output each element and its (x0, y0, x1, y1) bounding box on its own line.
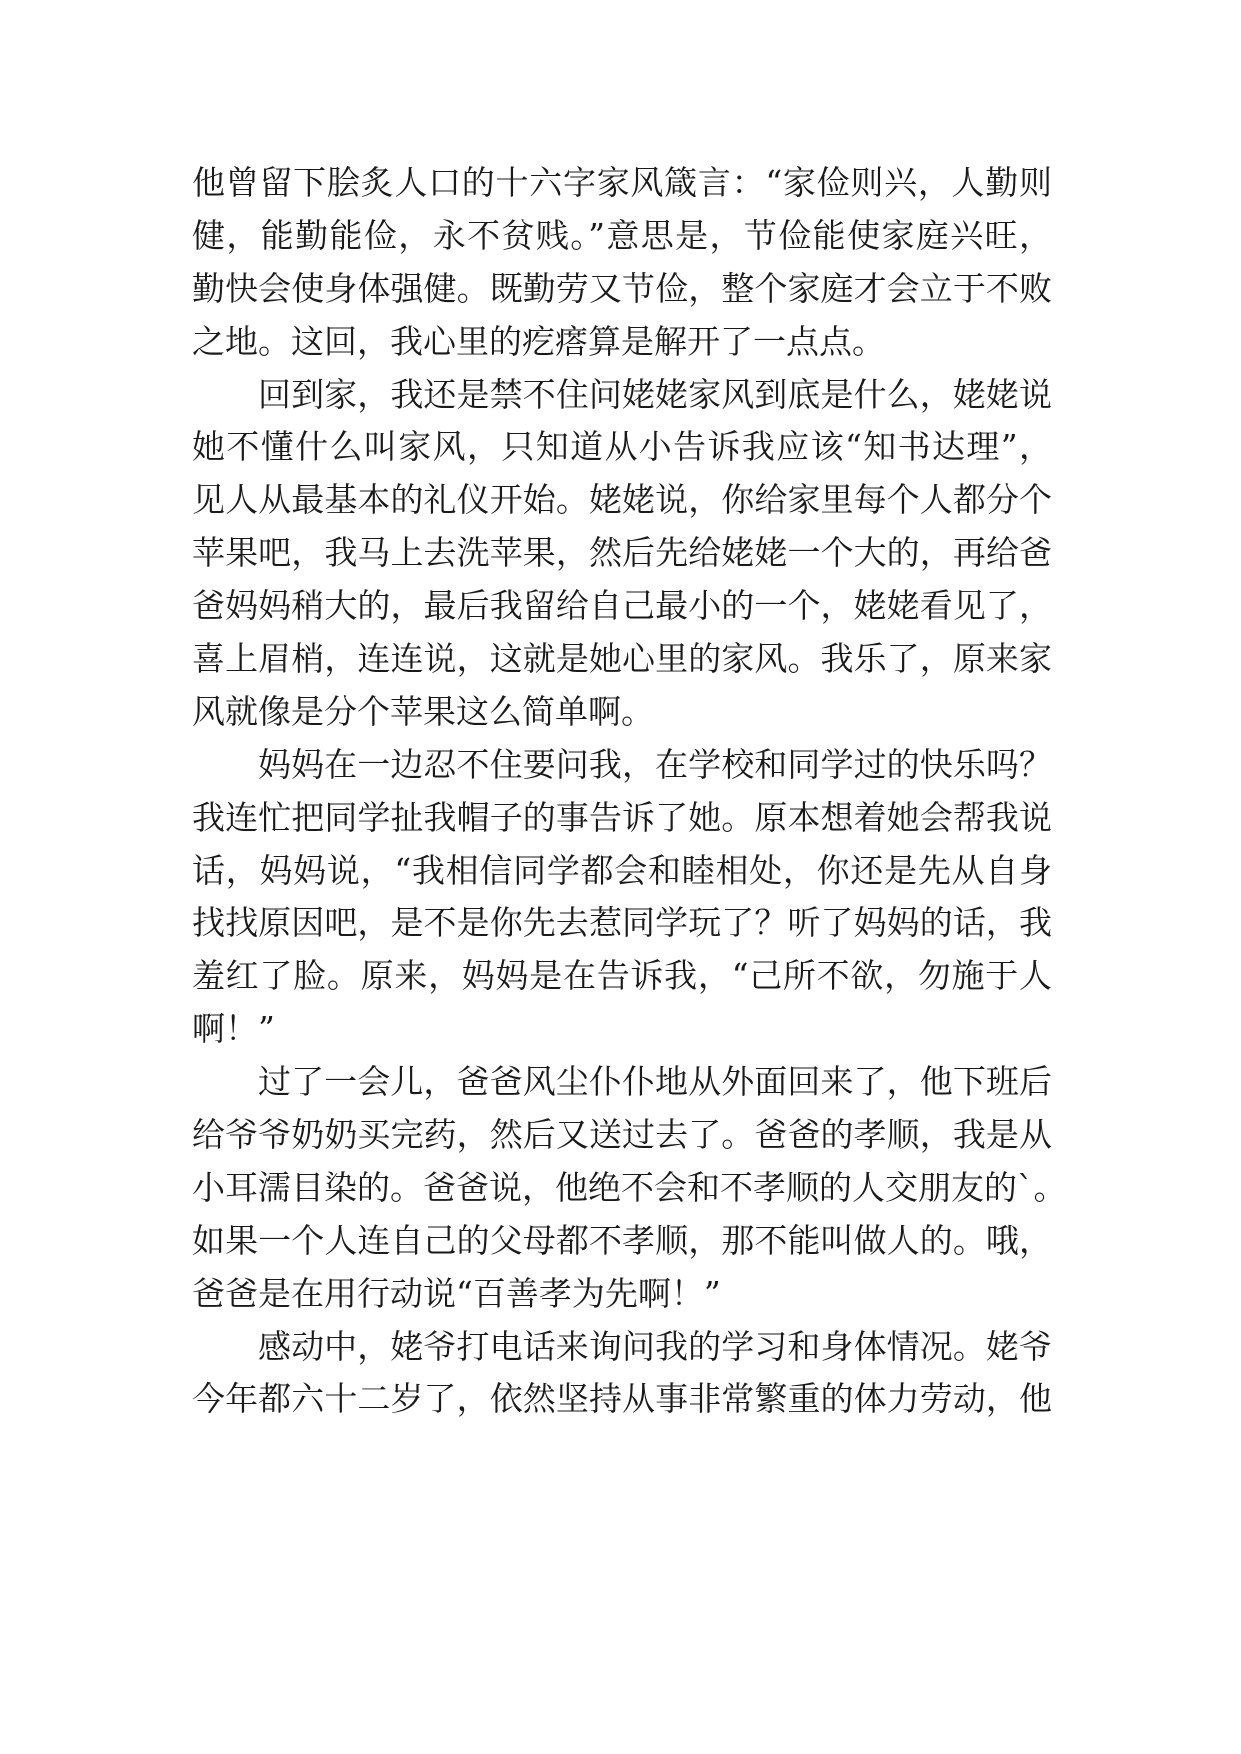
paragraph-first-line: 过了一会儿，爸爸风尘仆仆地从外面回来了，他下班后 (258, 1062, 1052, 1102)
text-line: 他曾留下脍炙人口的十六字家风箴言：“家俭则兴，人勤则 (192, 163, 1052, 202)
text-line: 话，妈妈说，“我相信同学都会和睦相处，你还是先从自身 (192, 850, 1052, 890)
text-line: 爸爸是在用行动说“百善孝为先啊！” (192, 1273, 721, 1313)
paragraph-first-line: 妈妈在一边忍不住要问我，在学校和同学过的快乐吗？ (258, 744, 1052, 784)
text-line: 之地。这回，我心里的疙瘩算是解开了一点点。 (192, 321, 885, 361)
text-line: 啊！” (192, 1009, 275, 1049)
text-line: 找找原因吧，是不是你先去惹同学玩了？听了妈妈的话，我 (192, 903, 1052, 943)
text-line: 小耳濡目染的。爸爸说，他绝不会和不孝顺的人交朋友的`。 (192, 1167, 1067, 1207)
text-line: 见人从最基本的礼仪开始。姥姥说，你给家里每个人都分个 (192, 480, 1052, 520)
text-line: 如果一个人连自己的父母都不孝顺，那不能叫做人的。哦， (192, 1220, 1052, 1260)
text-line: 我连忙把同学扯我帽子的事告诉了她。原本想着她会帮我说 (192, 797, 1052, 837)
text-line: 爸妈妈稍大的，最后我留给自己最小的一个，姥姥看见了， (192, 586, 1052, 626)
text-line: 健，能勤能俭，永不贫贱。”意思是，节俭能使家庭兴旺， (192, 215, 1052, 255)
paragraph-first-line: 感动中，姥爷打电话来询问我的学习和身体情况。姥爷 (258, 1326, 1052, 1366)
body-text (192, 157, 1067, 1426)
text-line: 苹果吧，我马上去洗苹果，然后先给姥姥一个大的，再给爸 (192, 533, 1052, 573)
text-line: 给爷爷奶奶买完药，然后又送过去了。爸爸的孝顺，我是从 (192, 1115, 1052, 1155)
text-line: 风就像是分个苹果这么简单啊。 (192, 691, 654, 731)
text-line: 今年都六十二岁了，依然坚持从事非常繁重的体力劳动，他 (192, 1379, 1052, 1419)
text-line: 羞红了脸。原来，妈妈是在告诉我，“己所不欲，勿施于人 (192, 956, 1052, 996)
paragraph-first-line: 回到家，我还是禁不住问姥姥家风到底是什么，姥姥说 (258, 374, 1052, 414)
text-line: 她不懂什么叫家风，只知道从小告诉我应该“知书达理”， (192, 427, 1052, 467)
text-line: 勤快会使身体强健。既勤劳又节俭，整个家庭才会立于不败 (192, 268, 1052, 308)
text-line: 喜上眉梢，连连说，这就是她心里的家风。我乐了，原来家 (192, 639, 1052, 679)
